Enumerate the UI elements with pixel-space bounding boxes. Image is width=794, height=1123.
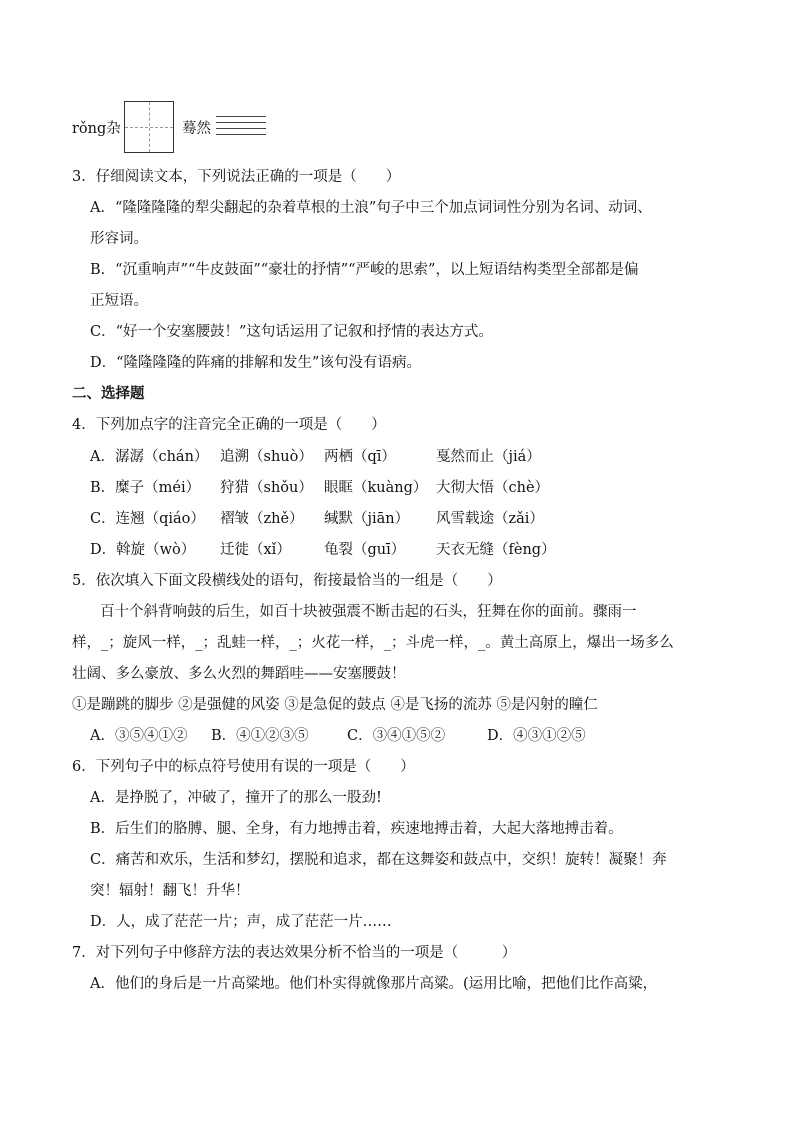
q2-word: 蓦然 [182, 121, 211, 137]
q6-option-c-line1: C．痛苦和欢乐，生活和梦幻，摆脱和追求，都在这舞姿和鼓点中，交织！旋转！凝聚！奔 [90, 852, 667, 868]
document-page: rǒng杂 蓦然 3．仔细阅读文本，下列说法正确的一项是（ ） A．“隆隆隆隆的犁尖翻起的杂着草根的土浪”句子中三个加点词词性分别为名词、动词、 形容词。 B．“沉重响声”“牛皮鼓面”“豪壮的抒情”“严峻的思索”，以上短语结构类型全部都是偏 正短语。 C．“好一个安塞腰鼓！”这句话运用了记叙和抒情的表达方式。 D．“隆隆隆隆的阵痛的排解和发生”该句没有语病。 二、选择题 4．下列加点字的注音完全正确的一项是（ ） A．潺潺（chán） 追溯（shuò） 两栖（qī） 戛然而止（jiá） B．糜子（méi） 狩猎（shǒu） 眼眶（kuàng） 大彻大悟（chè） C．连翘（qiáo） 褶皱（zhě） 缄默（jiān） 风雪载途（zǎi） D．斡旋（wò） 迁徙（xǐ） 龟裂（guī） 天衣无缝（fèng） 5．依次填入下面文段横线处的语句，衔接最恰当的一组是（ ） 百十个斜背响鼓的后生，如百十块被强震不断击起的石头，狂舞在你的面前。骤雨一 样，_；旋风一样，_；乱蛙一样，_；火花一样，_；斗虎一样，_。黄土高原上，爆出一场多么 壮阔、多么豪放、多么火烈的舞蹈哇——安塞腰鼓！ ①是蹦跳的脚步 ②是强健的风姿 ③是急促的鼓点 ④是飞扬的流苏 ⑤是闪射的瞳仁 A．③⑤④①② B．④①②③⑤ C．③④①⑤② D．④③①②⑤ 6．下列句子中的标点符号使用有误的一项是（ ） A．是挣脱了，冲破了，撞开了的那么一股劲! B．后生们的胳膊、腿、全身，有力地搏击着，疾速地搏击着，大起大落地搏击着。 C．痛苦和欢乐，生活和梦幻，摆脱和追求，都在这舞姿和鼓点中，交织！旋转！凝聚！奔 突！辐射！翻飞！升华！ D．人，成了茫茫一片；声，成了茫茫一片…… 7．对下列句子中修辞方法的表达效果分析不恰当的一项是（ ） A．他们的身后是一片高粱地。他们朴实得就像那片高粱。(运用比喻，把他们比作高粱， [0, 0, 794, 1123]
q3-option-b-line1: B．“沉重响声”“牛皮鼓面”“豪壮的抒情”“严峻的思索”，以上短语结构类型全部都是偏 [90, 262, 639, 278]
answer-blank-lines[interactable] [216, 116, 266, 140]
q5-passage-line3: 壮阔、多么豪放、多么火烈的舞蹈哇——安塞腰鼓！ [72, 666, 406, 682]
q6-stem: 6．下列句子中的标点符号使用有误的一项是（ ） [72, 759, 415, 775]
q5-stem: 5．依次填入下面文段横线处的语句，衔接最恰当的一组是（ ） [72, 573, 502, 589]
q3-option-d: D．“隆隆隆隆的阵痛的排解和发生”该句没有语病。 [90, 355, 421, 371]
q3-option-a-line1: A．“隆隆隆隆的犁尖翻起的杂着草根的土浪”句子中三个加点词词性分别为名词、动词、 [90, 200, 652, 216]
q3-option-b-line2: 正短语。 [90, 293, 148, 309]
character-writing-grid[interactable] [124, 101, 174, 153]
q6-option-c-line2: 突！辐射！翻飞！升华！ [90, 883, 250, 899]
q3-option-a-line2: 形容词。 [90, 231, 148, 247]
q2-pinyin: rǒng [72, 121, 107, 137]
q4-stem: 4．下列加点字的注音完全正确的一项是（ ） [72, 417, 386, 433]
q7-stem: 7．对下列句子中修辞方法的表达效果分析不恰当的一项是（ ） [72, 945, 517, 961]
q5-items: ①是蹦跳的脚步 ②是强健的风姿 ③是急促的鼓点 ④是飞扬的流苏 ⑤是闪射的瞳仁 [72, 697, 598, 713]
q5-passage-line2: 样，_；旋风一样，_；乱蛙一样，_；火花一样，_；斗虎一样，_。黄土高原上，爆出一场多么 [72, 635, 674, 651]
q3-stem: 3．仔细阅读文本，下列说法正确的一项是（ ） [72, 169, 401, 185]
q6-option-b: B．后生们的胳膊、腿、全身，有力地搏击着，疾速地搏击着，大起大落地搏击着。 [90, 821, 623, 837]
q3-option-c: C．“好一个安塞腰鼓！”这句话运用了记叙和抒情的表达方式。 [90, 324, 493, 340]
q6-option-d: D．人，成了茫茫一片；声，成了茫茫一片…… [90, 914, 392, 930]
q5-passage-line1: 百十个斜背响鼓的后生，如百十块被强震不断击起的石头，狂舞在你的面前。骤雨一 [100, 604, 637, 620]
q2-char: 杂 [106, 121, 121, 137]
section-heading: 二、选择题 [72, 386, 145, 402]
q6-option-a: A．是挣脱了，冲破了，撞开了的那么一股劲! [90, 790, 382, 806]
q2-pinyin-line [72, 120, 121, 138]
q7-option-a-line1: A．他们的身后是一片高粱地。他们朴实得就像那片高粱。(运用比喻，把他们比作高粱， [90, 976, 658, 992]
